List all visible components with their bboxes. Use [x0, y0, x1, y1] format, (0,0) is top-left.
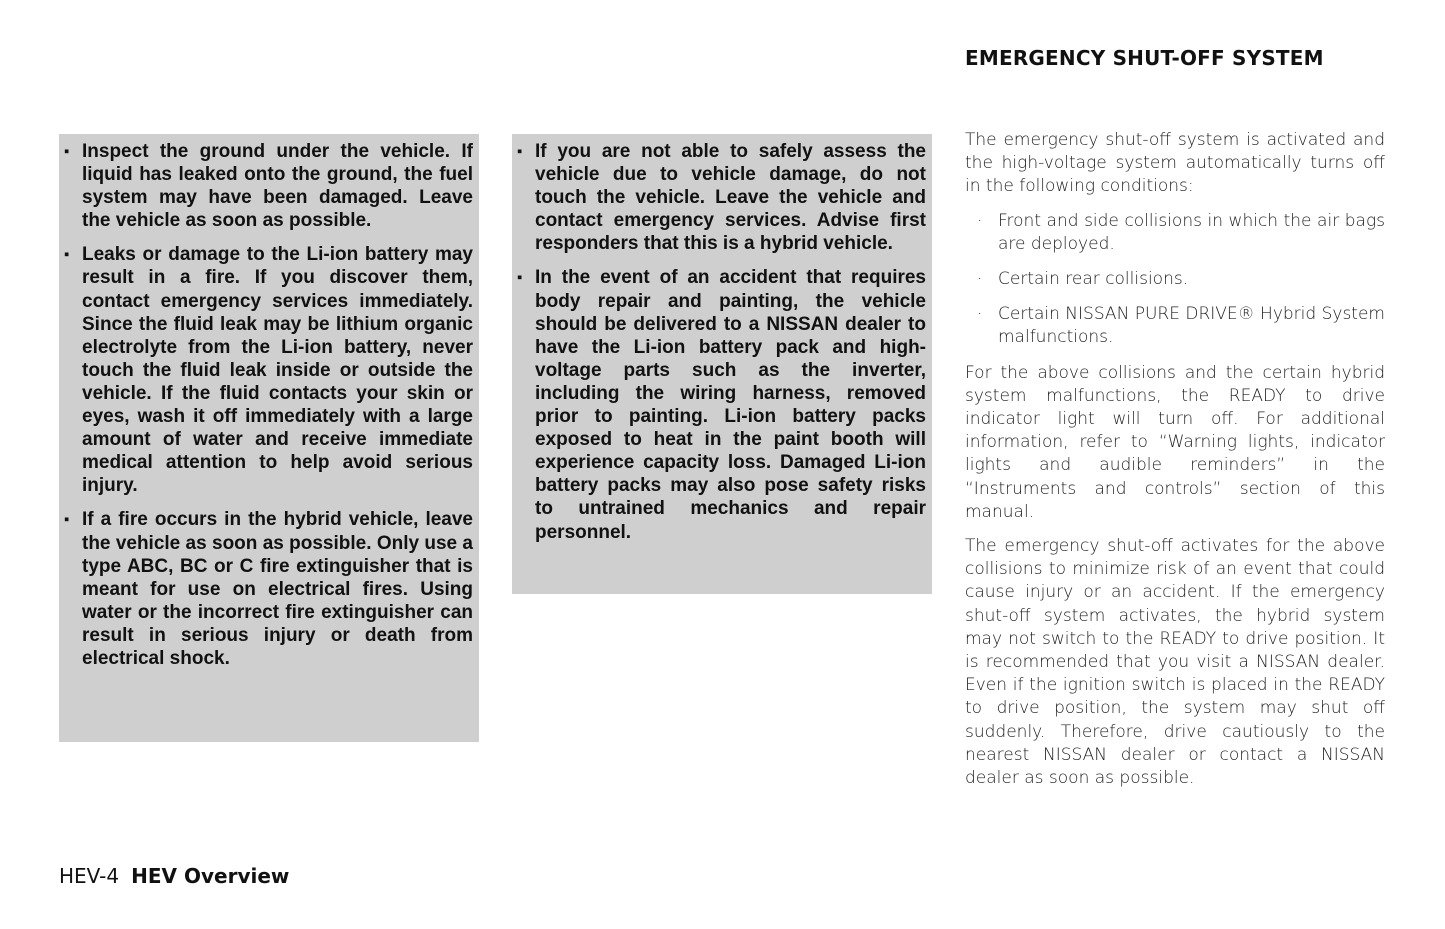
warning-item [516, 266, 926, 543]
conditions-list [965, 210, 1385, 350]
page-footer [59, 864, 289, 888]
condition-text: Certain rear collisions. [998, 269, 1189, 290]
body-column [965, 129, 1385, 801]
section-name: HEV Overview [131, 864, 290, 888]
warning-text: If you are not able to safely assess the vehicle due to vehicle damage, do not touch the vehicle. Leave the vehicle and contact emergency services. Advise first responders that this is a hybrid vehicle. [535, 141, 926, 255]
warning-text: Leaks or damage to the Li-ion battery may result in a fire. If you discover them, contact emergency services immediately. Since the fluid leak may be lithium organic electrolyte from the Li-ion battery, never touch the fluid leak inside or outside the vehicle. If the fluid contacts your skin or eyes, wash it off immediately with a large amount of water and receive immediate medical attention to help avoid serious injury. [82, 244, 473, 497]
condition-item [965, 268, 1385, 291]
bullet-icon: ▪ [64, 511, 70, 529]
warning-text: If a fire occurs in the hybrid vehicle, leave the vehicle as soon as possible. Only use a type ABC, BC or C fire extinguisher that is meant for use on electrical fires. Using water or the incorrect fire extinguisher can result in serious injury or death from electrical shock. [82, 509, 473, 669]
bullet-icon: ▪ [517, 143, 523, 160]
condition-item [965, 210, 1385, 256]
bullet-icon: · [977, 304, 983, 325]
paragraph-activation: The emergency shut-off activates for the above collisions to minimize risk of an event that could cause injury or an accident. If the emergency shut-off system activates, the hybrid system may not switch to the READY to drive position. It is recommended that you visit a NISSAN dealer. Even if the ignition switch is placed in the READY to drive position, the system may shut off suddenly. Therefore, drive cautiously to the nearest NISSAN dealer or contact a NISSAN dealer as soon as possible. [965, 536, 1385, 789]
warning-text: In the event of an accident that requires body repair and painting, the vehicle should be delivered to a NISSAN dealer to have the Li-ion battery pack and high-voltage parts such as the inverter, including the wiring harness, removed prior to painting. Li-ion battery packs exposed to heat in the paint booth will experience capacity loss. Damaged Li-ion battery packs may also pose safety risks to untrained mechanics and repair personnel. [535, 267, 926, 543]
warning-item [63, 508, 473, 670]
bullet-icon: ▪ [64, 143, 70, 160]
warning-item [516, 140, 926, 255]
bullet-icon: ▪ [64, 246, 70, 264]
warning-text: Inspect the ground under the vehicle. If liquid has leaked onto the ground, the fuel system may have been damaged. Leave the vehicle as soon as possible. [82, 141, 473, 232]
condition-text: Certain NISSAN PURE DRIVE® Hybrid System malfunctions. [998, 304, 1385, 348]
bullet-icon: · [977, 210, 983, 231]
section-title: EMERGENCY SHUT-OFF SYSTEM [965, 46, 1324, 70]
bullet-icon: · [977, 269, 983, 290]
condition-item [965, 303, 1385, 349]
bullet-icon: ▪ [517, 269, 523, 287]
warning-box-middle [512, 134, 932, 594]
intro-paragraph: The emergency shut-off system is activated and the high-voltage system automatically turns off in the following conditions: [965, 130, 1385, 197]
warning-item [63, 243, 473, 497]
paragraph-indicator: For the above collisions and the certain hybrid system malfunctions, the READY to drive indicator light will turn off. For additional information, refer to “Warning lights, indicator lights and audible reminders” in the “Instruments and controls” section of this manual. [965, 362, 1385, 522]
page-number: HEV-4 [59, 864, 120, 888]
warning-box-left [59, 134, 479, 742]
warning-item [63, 140, 473, 232]
condition-text: Front and side collisions in which the air bags are deployed. [998, 210, 1385, 254]
